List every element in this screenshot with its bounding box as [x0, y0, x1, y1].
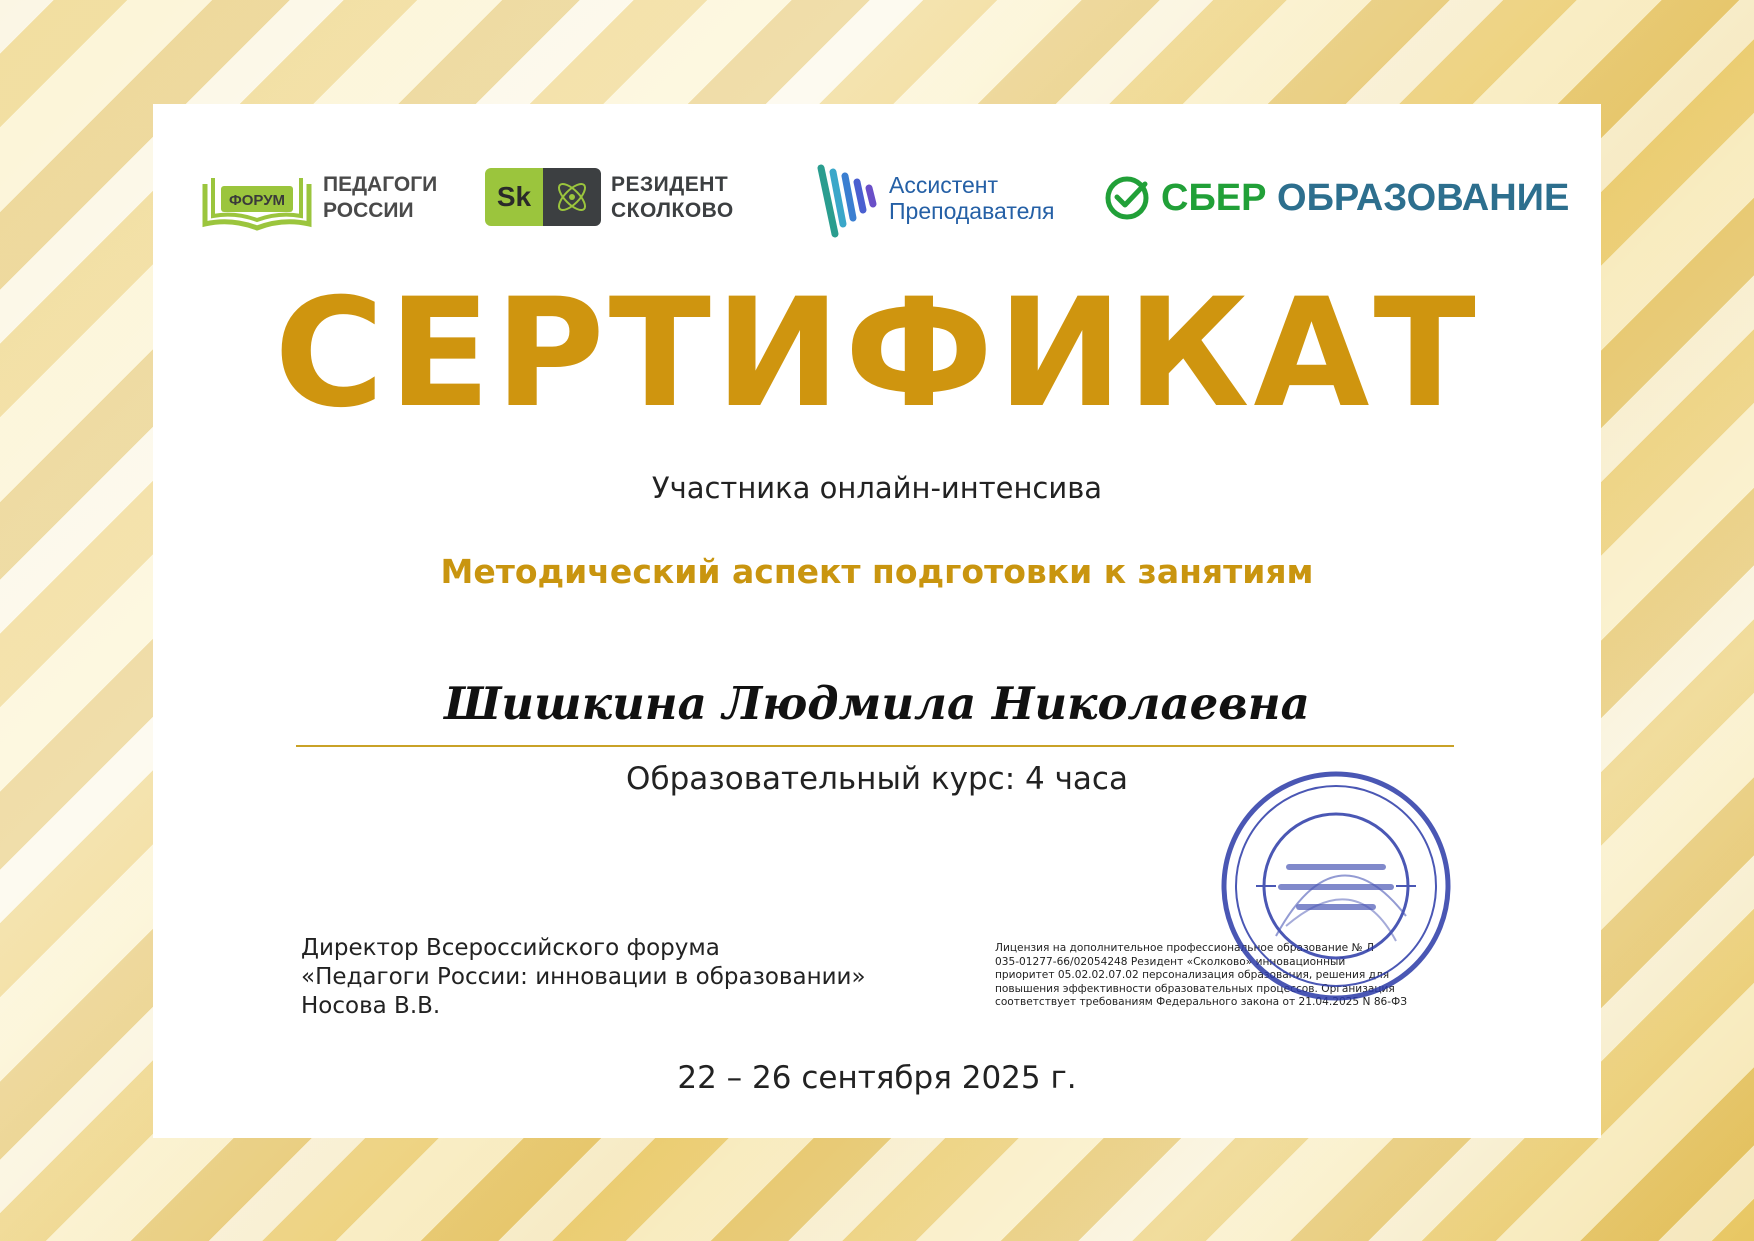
recipient-name: Шишкина Людмила Николаевна: [444, 677, 1310, 730]
forum-badge-text: ФОРУМ: [228, 192, 286, 209]
license-line2: 035-01277-66/02054248 Резидент «Сколково» инновационный: [995, 955, 1346, 968]
license-line5: соответствует требованиям Федерального закона от 21.04.2025 N 86-ФЗ: [995, 996, 1408, 1008]
atom-icon: [543, 168, 601, 226]
assistant-prepodavatelya-logo: [813, 162, 1103, 242]
pedagogi-rossii-logo: [201, 162, 451, 242]
course-hours: Образовательный курс: 4 часа: [626, 761, 1128, 797]
license-line4: повышения эффективности образовательных процессов. Организация: [995, 982, 1395, 995]
skolkovo-line2: СКОЛКОВО: [611, 199, 734, 222]
pedagogi-line1: ПЕДАГОГИ: [323, 173, 438, 196]
pedagogi-line2: РОССИИ: [323, 199, 414, 222]
certificate-title: СЕРТИФИКАТ: [274, 267, 1480, 441]
sber-check-icon: [1103, 174, 1151, 222]
name-underline: [296, 745, 1454, 747]
director-line1: Директор Всероссийского форума: [301, 935, 720, 961]
assistant-line2: Преподавателя: [889, 198, 1055, 224]
skolkovo-logo: [485, 162, 745, 242]
sk-mark: Sk: [485, 168, 543, 226]
sber-part2: ОБРАЗОВАНИЕ: [1277, 177, 1570, 219]
license-line1: Лицензия на дополнительное профессиональное образование № Л: [995, 942, 1374, 954]
sber-wordmark: [1161, 176, 1569, 220]
organization-seal-stamp: [1216, 766, 1456, 1006]
license-line3: приоритет 05.02.02.07.02 персонализация образования, решения для: [995, 969, 1390, 981]
assistant-wordmark: [889, 172, 1055, 224]
course-name: Методический аспект подготовки к занятиям: [440, 552, 1314, 591]
pedagogi-rossii-wordmark: [323, 172, 437, 224]
partner-logos: [201, 162, 1570, 242]
skolkovo-wordmark: [611, 172, 734, 224]
sber-obrazovanie-logo: [1103, 162, 1573, 242]
director-line2: «Педагоги России: инновации в образовании»: [301, 964, 866, 990]
director-line3: Носова В.В.: [301, 993, 441, 1019]
director-signature-block: [301, 934, 866, 1021]
open-book-icon: [201, 170, 313, 232]
sound-wave-icon: [813, 162, 885, 242]
skolkovo-line1: РЕЗИДЕНТ: [611, 173, 729, 196]
certificate-card: [153, 104, 1601, 1138]
certificate-subtitle: Участника онлайн-интенсива: [651, 471, 1103, 505]
sber-part1: СБЕР: [1161, 177, 1267, 219]
assistant-line1: Ассистент: [889, 172, 998, 198]
event-dates: 22 – 26 сентября 2025 г.: [677, 1060, 1077, 1096]
